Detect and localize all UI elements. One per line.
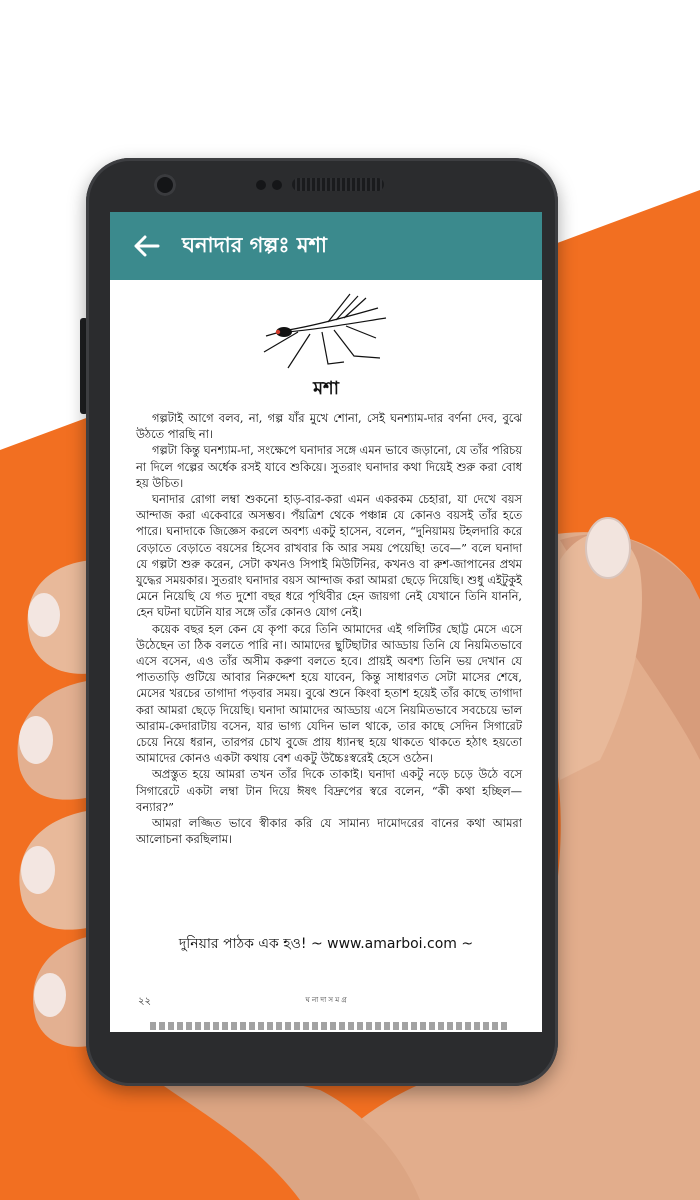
reader-page[interactable] <box>110 280 542 1032</box>
paragraph: ঘনাদার রোগা লম্বা শুকনো হাড়-বার-করা এমন একরকম চেহারা, যা দেখে বয়স আন্দাজ করা একেবারে অসম্ভব। পঁয়ত্রিশ থেকে পঞ্চান্ন যে কোনও বয়সই তাঁর হতে পারে। ঘনাদাকে জিজ্ঞেস করলে অবশ্য একটু হাসেন, বলেন, “দুনিয়াময় টহলদারি করে বেড়াতে বেড়াতে বয়সের হিসেব রাখবার কি আর সময় পেয়েছি! তবে—” বলে ঘনাদা যে গল্পটা শুরু করেন, সেটা কখনও সিপাই মিউটিনির, কখনও বা রুশ-জাপানের প্রথম যুদ্ধের সময়কার। সুতরাং ঘনাদার বয়স আন্দাজ করা আমরা ছেড়ে দিয়েছি। শুধু এইটুকুই মেনে নিয়েছি যে গত দুশো বছর ধরে পৃথিবীর হেন জায়গা নেই যেখানে তিনি যাননি, হেন ঘটনা ঘটেনি যার সঙ্গে তাঁর কোনও যোগ নেই। <box>136 492 522 620</box>
paragraph: গল্পটা কিন্তু ঘনশ্যাম-দা, সংক্ষেপে ঘনাদার সঙ্গে এমন ভাবে জড়ানো, যে তাঁর পরিচয় না দিলে গল্পের অর্ধেক রসই যাবে শুকিয়ে। সুতরাং ঘনাদার কথা দিয়েই শুরু করা বোধ হয় উচিত। <box>136 443 522 490</box>
running-head: ঘ না দা স ম গ্র <box>305 996 347 1004</box>
back-button[interactable] <box>124 224 168 268</box>
sensor-icon <box>272 180 282 190</box>
paragraph: অপ্রস্তুত হয়ে আমরা তখন তাঁর দিকে তাকাই। ঘনাদা একটু নড়ে চড়ে উঠে বসে সিগারেটে একটা লম্বা টান দিয়ে ঈষৎ বিদ্রুপের স্বরে বলেন, “কী কথা হচ্ছিল— বন্যার?” <box>136 767 522 814</box>
phone-screen <box>110 212 542 1032</box>
toolbar-title: ঘনাদার গল্পঃ মশা <box>182 232 328 257</box>
sensor-icon <box>256 180 266 190</box>
book-text <box>136 410 522 847</box>
front-camera-icon <box>154 174 176 196</box>
paragraph: গল্পটাই আগে বলব, না, গল্প যাঁর মুখে শোনা, সেই ঘনশ্যাম-দার বর্ণনা দেব, বুঝে উঠতে পারছি না। <box>136 411 522 442</box>
mosquito-illustration <box>258 292 408 372</box>
chapter-title: মশা <box>313 378 339 399</box>
arrow-left-icon <box>132 234 160 258</box>
phone-frame <box>86 158 558 1086</box>
paragraph: আমরা লজ্জিত ভাবে স্বীকার করি যে সামান্য দামোদরের বানের কথা আমরা আলোচনা করছিলাম। <box>136 816 522 847</box>
promo-text: দুনিয়ার পাঠক এক হও! ~ www.amarboi.com ~ <box>178 936 474 952</box>
app-toolbar <box>110 212 542 280</box>
paragraph: কয়েক বছর হল কেন যে কৃপা করে তিনি আমাদের এই গলিটির ছোট্ট মেসে এসে উঠেছেন তা ঠিক বলতে পারি না। আমাদের ছুটিছাটার আড্ডায় তিনি যে নিয়মিতভাবে এসে বসেন, এও তাঁর অসীম করুণা বলতে হবে। প্রায়ই অবশ্য তিনি ভয় দেখান যে পাততাড়ি গুটিয়ে আবার নিরুদ্দেশ হয়ে যাবেন, কিন্তু সাধারণত সেটা মাসের শেষে, মেসের খরচের তাগাদা পড়বার সময়। বুঝে শুনে কিংবা হতাশ হয়েই তাঁর কাছে তাগাদা করা আমরা ছেড়ে দিয়েছি। ঘনাদা আমাদের আড্ডায় এসে নিয়মিতভাবে সবচেয়ে ভাল আরাম-কেদারাটায় বসেন, যার ভাগ্য যেদিন ভাল থাকে, তার কাছে সেদিন সিগারেট চেয়ে নিয়ে ধরান, তারপর চোখ বুজে প্রায় ধ্যানস্থ হয়ে থাকতে থাকতে হঠাৎ হয়তো আমাদের কোনও একটা কথায় বেশ একটু উচ্চৈঃস্বরেই হেসে ওঠেন। <box>136 621 522 766</box>
page-number: ২২ <box>138 996 152 1007</box>
earpiece-speaker <box>292 178 384 191</box>
next-page-peek <box>150 1022 510 1030</box>
